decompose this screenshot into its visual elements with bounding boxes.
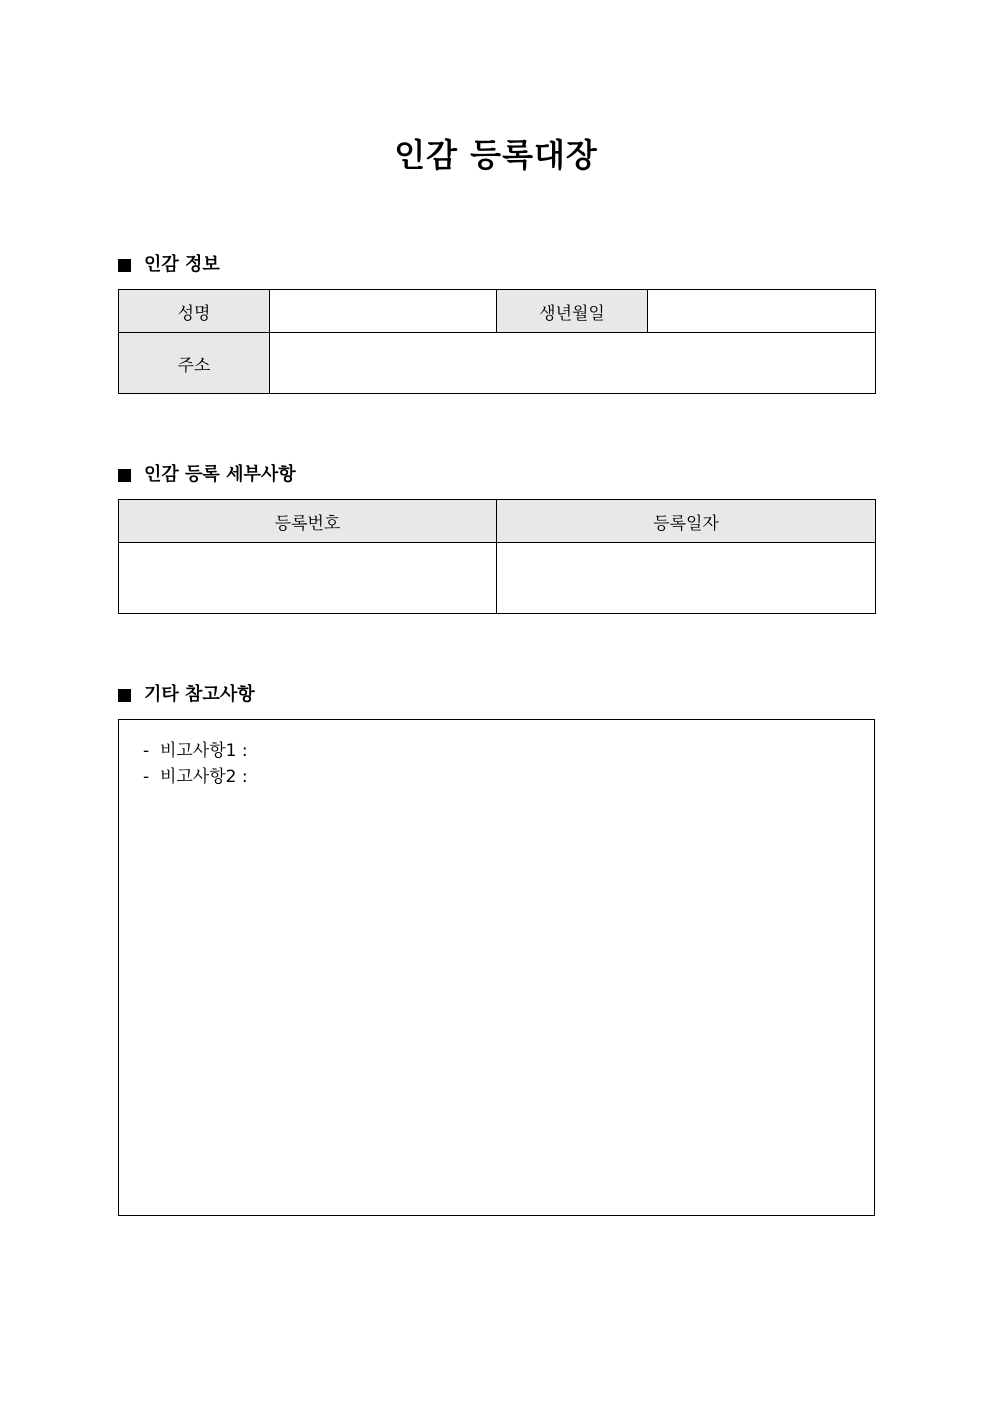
registration-details-table bbox=[118, 499, 876, 614]
name-field[interactable] bbox=[270, 290, 497, 333]
table-row bbox=[119, 290, 876, 333]
registration-number-field[interactable] bbox=[119, 543, 497, 614]
section-heading-label: 기타 참고사항 bbox=[144, 684, 255, 705]
square-bullet-icon bbox=[118, 469, 131, 482]
registration-date-field[interactable] bbox=[497, 543, 876, 614]
page-title: 인감 등록대장 bbox=[394, 136, 598, 174]
seal-info-table bbox=[118, 289, 876, 394]
table-row bbox=[119, 333, 876, 394]
birthdate-field[interactable] bbox=[648, 290, 876, 333]
address-field[interactable] bbox=[270, 333, 876, 394]
notes-box[interactable] bbox=[118, 719, 875, 1216]
name-label: 성명 bbox=[119, 290, 270, 333]
note-line-2: - 비고사항2 : bbox=[143, 767, 248, 787]
birthdate-label: 생년월일 bbox=[497, 290, 648, 333]
square-bullet-icon bbox=[118, 259, 131, 272]
square-bullet-icon bbox=[118, 689, 131, 702]
note-line-1: - 비고사항1 : bbox=[143, 741, 248, 761]
registration-date-header: 등록일자 bbox=[497, 500, 876, 543]
section-heading-other-notes bbox=[118, 682, 255, 708]
section-heading-label: 인감 등록 세부사항 bbox=[144, 464, 296, 485]
registration-number-header: 등록번호 bbox=[119, 500, 497, 543]
table-row bbox=[119, 543, 876, 614]
table-header-row bbox=[119, 500, 876, 543]
address-label: 주소 bbox=[119, 333, 270, 394]
section-heading-registration-details bbox=[118, 462, 296, 488]
section-heading-seal-info bbox=[118, 252, 220, 278]
section-heading-label: 인감 정보 bbox=[144, 254, 220, 275]
